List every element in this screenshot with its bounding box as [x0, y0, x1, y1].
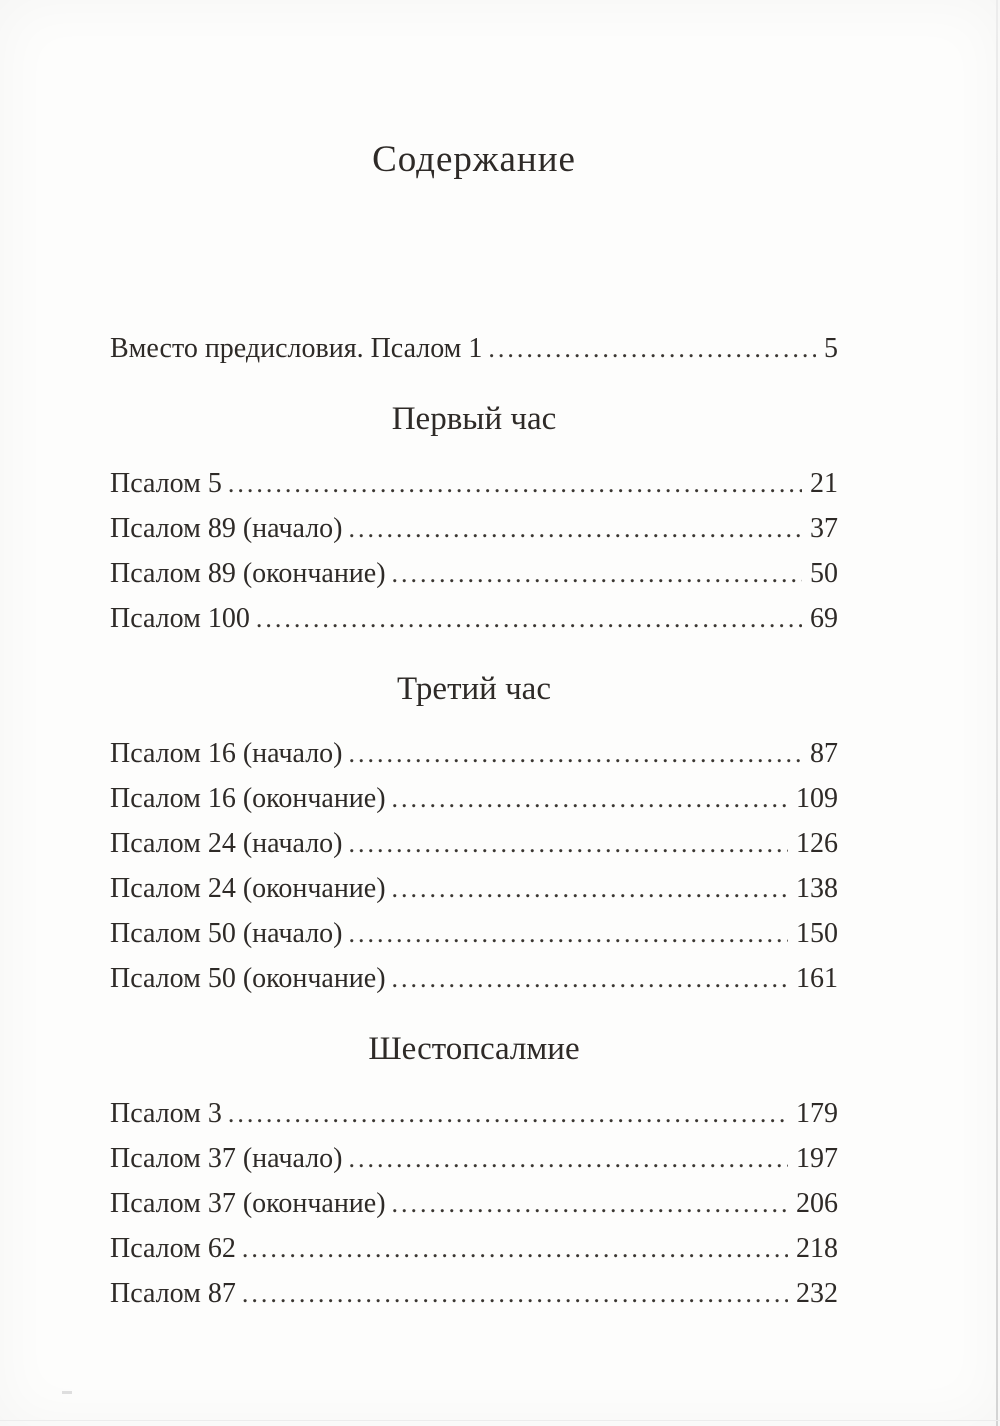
toc-entry-page: 21 [810, 468, 838, 499]
toc-entry-page: 206 [796, 1188, 838, 1219]
dot-leader [228, 468, 802, 500]
toc-entry-title: Псалом 62 [110, 1233, 236, 1264]
toc-entry-title: Псалом 16 (окончание) [110, 783, 386, 814]
toc-entry-page: 161 [796, 963, 838, 994]
toc-entry-title: Псалом 50 (окончание) [110, 963, 386, 994]
toc-entry [110, 603, 838, 635]
section-heading: Первый час [391, 401, 557, 437]
dot-leader [392, 783, 788, 815]
toc-entry-page: 232 [796, 1278, 838, 1309]
toc-entry-title: Псалом 100 [110, 603, 250, 634]
toc-entry [110, 1098, 838, 1130]
toc-entry-title: Псалом 89 (начало) [110, 513, 343, 544]
dot-leader [349, 513, 803, 545]
toc-entry-page: 126 [796, 828, 838, 859]
toc-entry-page: 50 [810, 558, 838, 589]
dot-leader [256, 603, 802, 635]
toc-entry [110, 1233, 838, 1265]
toc-entry [110, 1278, 838, 1310]
toc-entry-title: Псалом 87 [110, 1278, 236, 1309]
toc-entry [110, 468, 838, 500]
dot-leader [349, 918, 789, 950]
toc-entry-title: Псалом 24 (окончание) [110, 873, 386, 904]
toc-entry [110, 558, 838, 590]
dot-leader [349, 1143, 789, 1175]
dot-leader [349, 738, 803, 770]
toc-entry [110, 333, 838, 365]
dot-leader [488, 333, 816, 365]
page-title: Содержание [372, 139, 576, 180]
toc-entry-title: Псалом 5 [110, 468, 222, 499]
toc-entry-page: 197 [796, 1143, 838, 1174]
toc-entry-page: 138 [796, 873, 838, 904]
toc-entry-page: 87 [810, 738, 838, 769]
toc-entry [110, 873, 838, 905]
toc-entry [110, 918, 838, 950]
toc-entry-title: Псалом 3 [110, 1098, 222, 1129]
dot-leader [242, 1278, 788, 1310]
toc-entry-page: 5 [824, 333, 838, 364]
toc-entry [110, 738, 838, 770]
toc-entry-page: 218 [796, 1233, 838, 1264]
toc-entry-page: 69 [810, 603, 838, 634]
section-heading: Шестопсалмие [368, 1031, 580, 1067]
toc-entry [110, 963, 838, 995]
dot-leader [392, 1188, 788, 1220]
toc-entry-title: Псалом 16 (начало) [110, 738, 343, 769]
toc-entry-title: Псалом 24 (начало) [110, 828, 343, 859]
dot-leader [242, 1233, 788, 1265]
toc-entry-page: 109 [796, 783, 838, 814]
toc-entry [110, 828, 838, 860]
toc-entry [110, 513, 838, 545]
section-heading: Третий час [397, 671, 551, 707]
dot-leader [228, 1098, 788, 1130]
toc-entry [110, 1188, 838, 1220]
toc-entry-title: Псалом 37 (начало) [110, 1143, 343, 1174]
toc-entry-page: 179 [796, 1098, 838, 1129]
toc-entry-title: Псалом 89 (окончание) [110, 558, 386, 589]
toc-entry-title: Псалом 37 (окончание) [110, 1188, 386, 1219]
toc-entry-page: 150 [796, 918, 838, 949]
dot-leader [392, 558, 802, 590]
toc-entry-title: Псалом 50 (начало) [110, 918, 343, 949]
toc-entry-page: 37 [810, 513, 838, 544]
toc-entry-title: Вместо предисловия. Псалом 1 [110, 333, 483, 364]
dot-leader [392, 963, 788, 995]
dot-leader [349, 828, 789, 860]
scan-edge-artifact [996, 0, 998, 1426]
scan-edge-artifact [62, 1391, 72, 1394]
scan-edge-artifact [0, 1420, 1000, 1421]
toc-entry [110, 783, 838, 815]
dot-leader [392, 873, 788, 905]
toc-entry [110, 1143, 838, 1175]
